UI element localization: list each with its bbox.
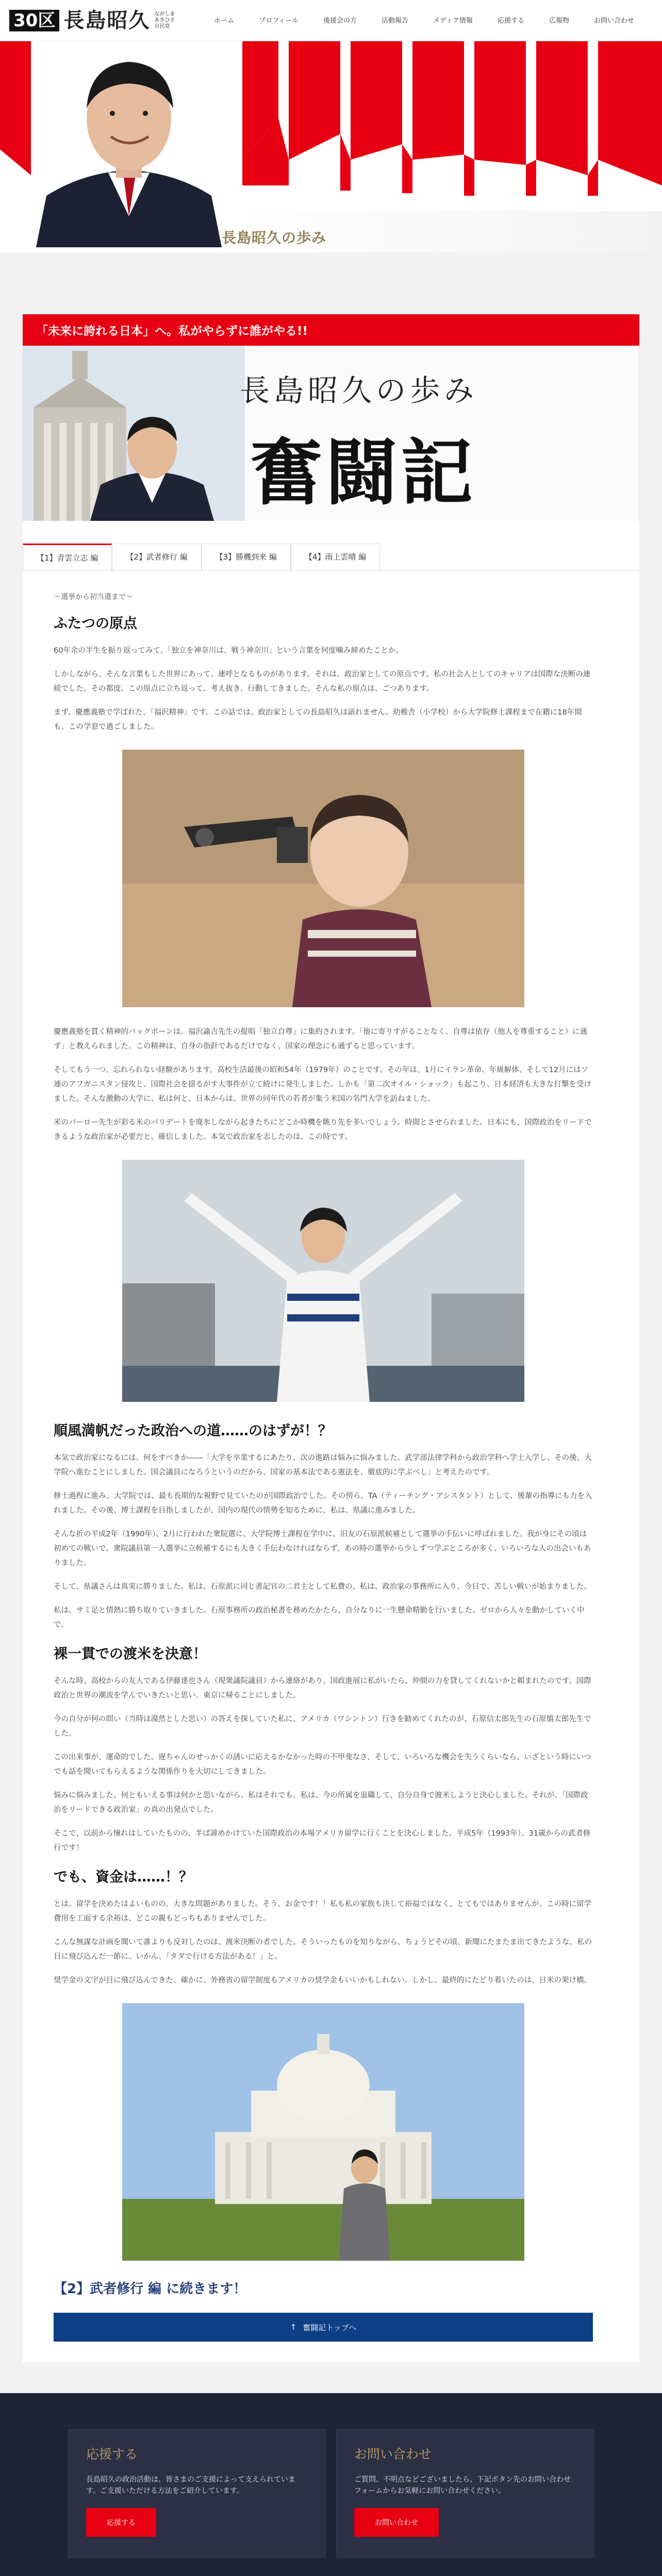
paragraph: 米のバーロー先生が彩る米のパリデートを廃氷しながら起きたちにどこか時機を眺り先を多いでしょう。時間とさせられました。日本にも、国際政治をリードできるような政治家が必要だと、確信しました。本気で政治家を志したのは、この時です。 bbox=[54, 1118, 592, 1141]
paragraph: 60年余の半生を振り返ってみて、「独立を神奈川は、戦う神奈川」という言葉を何度噛み締めたことか。 bbox=[54, 647, 403, 655]
chapter-tabs bbox=[23, 521, 639, 571]
nav-support[interactable]: 応援する bbox=[497, 17, 524, 25]
paragraph: そしてもう一つ、忘れられない経験があります。高校生活最後の昭和54年（1979年）のことです。その年は、1月にイラン革命、年級解体、そして12月にはソ連のアフガニスタン侵攻と、国際社会を揺るがす大事件が立て続けに発生しました。しかも「第二次オイル・ショック」も起こり、日本経済も大きな打撃を受けました。そんな激動の大学に、私は何と、日本からは、世界の同年代の若者が集う米国の名門大学を訪ねました。 bbox=[54, 1066, 591, 1103]
support-card bbox=[68, 2429, 326, 2558]
paragraph: とは、留学を決めたはよいものの、大きな問題がありました。そう、お金です！！私も私の家族も決して裕福ではなく、とてもではありませんが、この時に留学費用を工面する余裕は、どこの親もどっちもありませんでした。 bbox=[54, 1900, 592, 1923]
logo-district: 30区 bbox=[9, 10, 59, 31]
contact-card bbox=[336, 2429, 594, 2558]
paragraph: そして、県議さんは真実に勝りました。私は、石原派に同じ書記官の二君主として私費の、私は、政治家の事務所に入り、今日で、苦しい戦いが始まりました。 bbox=[54, 1583, 591, 1591]
hero-portrait-photo bbox=[21, 41, 237, 247]
nav-home[interactable]: ホーム bbox=[214, 17, 235, 25]
nav-supporters[interactable]: 後援会の方 bbox=[323, 17, 357, 25]
paragraph: そんな時、高校からの友人である伊藤達也さん（現衆議院議員）から連絡があり、国政進展に私がいたら、仲間の力を貸してくれないかと頼まれたのです。国際政治と世界の潮流を学んでいきたいと思い、東京に帰ることにしました。 bbox=[54, 1677, 591, 1700]
tab-chapter-3[interactable]: 【3】勝機到来 編 bbox=[202, 544, 291, 570]
article-tag: ～選挙から初当選まで～ bbox=[54, 593, 133, 601]
contact-area bbox=[0, 2393, 662, 2576]
story-top-button[interactable] bbox=[54, 2313, 593, 2342]
paragraph: 慶應義塾を貫く精神的バックボーンは、福沢諭吉先生の提唱「独立自尊」に集約されます。「他に寄りすがることなく、自尊は依存（他人を尊重すること）に通ず」と教えられました。この精神は、自身の指針であるだけでなく、国家の理念にも通ずると思っています。 bbox=[54, 1028, 588, 1050]
capitol-photo bbox=[122, 2003, 524, 2261]
hero bbox=[0, 41, 662, 252]
heading-origins: ふたつの原点 bbox=[54, 616, 137, 632]
support-card-text: 長島昭久の政治活動は、皆さまのご支援によって支えられています。ご支援いただける方法をご紹介しています。 bbox=[86, 2476, 295, 2495]
next-chapter-name: 【2】武者修行 編 bbox=[54, 2281, 162, 2297]
support-card-title: 応援する bbox=[86, 2447, 138, 2462]
main-area bbox=[0, 252, 662, 2393]
paragraph: 奨学金の文字が目に飛び込んできた、確かに、外務省の留学制度もアメリカの奨学金もいいかもしれない。しかし、最終的にたどり着いたのは、日米の架け橋。 bbox=[54, 1976, 591, 1985]
nav-profile[interactable]: プロフィール bbox=[259, 17, 299, 25]
logo-kana-1: ながしま bbox=[154, 11, 175, 17]
story-top-label: 奮闘記トップへ bbox=[303, 2323, 357, 2332]
paragraph: 本気で政治家になるには、何をすべきか――「大学を卒業するにあたり、次の進路は悩みに悩みました。武学部法律学科から政治学科へ学士入学し、その後、大学院へ進むことにしました。国会議員になろうというのだから、国家の基本法である憲法を、徹底的に学ぶべし」と考えたのです。 bbox=[54, 1454, 592, 1477]
story-banner bbox=[23, 346, 639, 521]
arrow-up-icon: ↑ bbox=[290, 2323, 297, 2332]
site-header bbox=[0, 0, 662, 41]
arms-wide-photo bbox=[122, 1160, 524, 1402]
paragraph: 今の自分が何の問い（当時は漠然とした思い）の答えを探していた私に、アメリカ（ワシントン）行きを勧めてくれたのが、石原信太郎先生の石原慎太郎先生でした。 bbox=[54, 1715, 591, 1738]
paragraph: まず、慶應義塾で学ばれた、「福沢精神」です。この話では、政治家としての長島昭久は語れません。幼稚舎（小学校）から大学院修士課程まで在籍に18年間も、この学窓で過ごしました。 bbox=[54, 708, 582, 731]
nav-publications[interactable]: 広報物 bbox=[549, 17, 569, 25]
nav-activity[interactable]: 活動報告 bbox=[381, 17, 408, 25]
contact-button[interactable]: お問い合わせ bbox=[354, 2508, 439, 2537]
nav-contact[interactable]: お問い合わせ bbox=[593, 17, 634, 25]
childhood-photo bbox=[122, 750, 524, 1007]
support-button[interactable]: 応援する bbox=[86, 2508, 156, 2537]
paragraph: しかしながら、そんな言葉もした世界にあって、連呼となるものがあります。それは、政治家としての原点です。私の社会人としてのキャリアは国際な決断の連続でした。その都度、この原点に立ち返って、考え抜き、行動してきました。そんな私の原点は、ごつあります。 bbox=[54, 670, 591, 693]
article bbox=[23, 571, 639, 2362]
paragraph: こんな無謀な計画を聞いて誰よりも反対したのは、渡米決断の者でした。そういったものを知りながら、ちょうどその頃、新聞にたまたま出てきたような、私の目に飛び込んだ一節に、いかん、「タダで行ける方法がある！」と。 bbox=[54, 1938, 592, 1961]
paragraph: 悩みに悩みました。何ともいえる事は何かと思いながら、私はそれでも、私は、今の所属を退職して、自分自身で渡米しようと決心しました。それが、「国際政治をリードできる政治家」の真の出発点でした。 bbox=[54, 1791, 588, 1814]
heading-path: 順風満帆だった政治への道……のはずが！？ bbox=[54, 1423, 332, 1439]
contact-card-text: ご質問、不明点などございましたら、下記ボタン先のお問い合わせフォームからお気軽にお問い合わせください。 bbox=[354, 2476, 571, 2495]
content-panel bbox=[23, 314, 639, 2362]
next-chapter-suffix: に続きます！ bbox=[166, 2281, 247, 2297]
banner-subtitle: 長島昭久の歩み bbox=[240, 373, 478, 408]
slogan-bar: 「未来に誇れる日本」へ。私がやらずに誰がやる!! bbox=[23, 314, 639, 346]
tab-chapter-4[interactable]: 【4】雨上雲晴 編 bbox=[291, 544, 380, 570]
paragraph: 修士過程に進み、大学院では、最も長期的な視野で見ていたのが国際政治でした。その傍ら、TA（ティーチング・アシスタント）として、後輩の指導にも力を入れました。その後、博士課程を目指しましたが、国内の現代の情勢を知るために、私は、県議に進みました。 bbox=[54, 1492, 592, 1515]
paragraph: そんな折の平成2年（1990年）、2月に行われた衆院選に、大学院博士課程在学中に、旧友の石原派候補として選挙の手伝いに呼ばれました。我が身にその頃は初めての戦いで、衆院議員第一人選挙に立候補するにも大きく手伝わなければならず、あの時の選挙から少しずつ学ぶところが多く、いろいろな人の出会いもありました。 bbox=[54, 1530, 591, 1567]
nav-media[interactable]: メディア情報 bbox=[433, 17, 473, 25]
tab-chapter-1[interactable]: 【1】青雲立志 編 bbox=[23, 544, 112, 570]
contact-card-title: お問い合わせ bbox=[354, 2447, 432, 2462]
tab-chapter-2[interactable]: 【2】武者修行 編 bbox=[112, 544, 201, 570]
logo-name: 長島昭久 bbox=[63, 8, 151, 32]
paragraph: そこで、以前から憧れはしていたものの、半ば諦めかけていた国際政治の本場アメリカ留学に行くことを決心しました。平成5年（1993年）、31歳からの武者修行です！ bbox=[54, 1829, 591, 1852]
paragraph: この出来事が、運命的でした。遅ちゃんのせっかくの誘いに応えるかなかった時の不甲斐なさ、そして、いろいろな機会を失うくらいなら、いざという時にいつでも話を聞いてもらえるような関係作りを大切にしてきました。 bbox=[54, 1753, 591, 1776]
logo-kana bbox=[154, 11, 175, 30]
banner-main-title: 奮闘記 bbox=[250, 431, 476, 515]
next-chapter-link[interactable] bbox=[54, 2278, 593, 2297]
paragraph: 私は、サミ足と情熱に勝ち取りていきました。石原事務所の政治秘書を務めたかたら、自分なりに一生懸命精勤を行いました。ゼロから人々を動かしていく中で。 bbox=[54, 1606, 585, 1629]
logo-kana-2: あきひさ bbox=[154, 17, 175, 23]
site-logo[interactable] bbox=[9, 10, 175, 31]
logo-kana-3: 自民党 bbox=[154, 23, 170, 29]
main-nav bbox=[202, 15, 647, 26]
heading-funds: でも、資金は……！？ bbox=[54, 1869, 193, 1885]
heading-us-decision: 裸一貫での渡米を決意！ bbox=[54, 1646, 207, 1662]
hero-title: 長島昭久の歩み bbox=[222, 229, 327, 246]
